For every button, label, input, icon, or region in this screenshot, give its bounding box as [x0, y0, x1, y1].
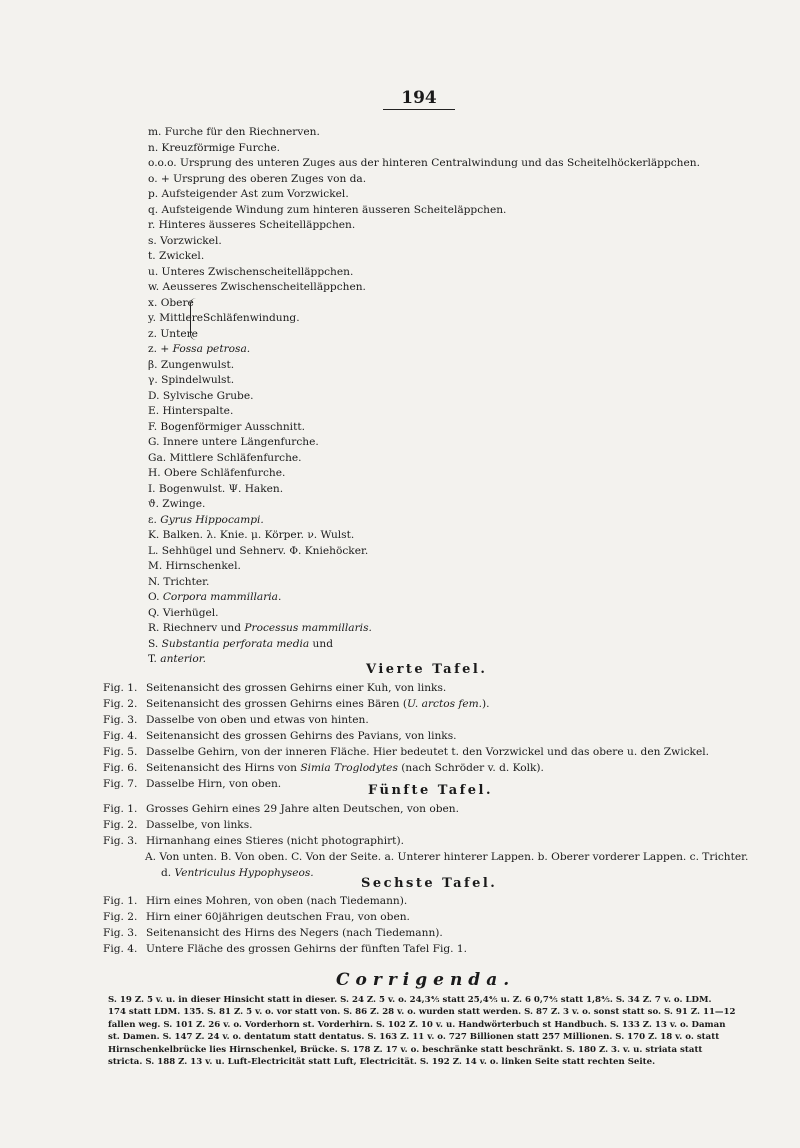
legend-item: ε. Gyrus Hippocampi.	[148, 513, 264, 526]
figure-subentry: A. Von unten. B. Von oben. C. Von der Seite. a. Unterer hinterer Lappen. b. Oberer vorderer Lappen. c. Trichter.	[145, 851, 749, 863]
legend-item: Q. Vierhügel.	[148, 606, 219, 619]
legend-item: m. Furche für den Riechnerven.	[148, 126, 320, 138]
figure-entry: Fig. 4. Seitenansicht des grossen Gehirns des Pavians, von links.	[103, 730, 457, 742]
legend-item: s. Vorzwickel.	[148, 234, 222, 247]
legend-item: H. Obere Schläfenfurche.	[148, 467, 286, 479]
figure-entry: Fig. 3. Seitenansicht des Hirns des Negers (nach Tiedemann).	[103, 927, 443, 939]
legend-item: z. + Fossa petrosa.	[148, 343, 251, 355]
section-heading-vierte: Vierte Tafel.	[366, 662, 488, 677]
corrigenda-line: 174 statt LDM. 135. S. 81 Z. 5 v. o. vor statt von. S. 86 Z. 28 v. o. wurden statt werden. S. 87 Z. 3 v. o. sonst statt so. S. 91 Z. 11—12	[108, 1007, 736, 1018]
section-heading-sechste: Sechste Tafel.	[361, 876, 498, 891]
legend-item: z. Untere	[148, 327, 198, 340]
legend-item: R. Riechnerv und Processus mammillaris.	[148, 622, 372, 634]
figure-entry: Fig. 1. Seitenansicht des grossen Gehirns einer Kuh, von links.	[103, 682, 447, 694]
legend-item: N. Trichter.	[148, 575, 210, 588]
figure-entry: Fig. 6. Seitenansicht des Hirns von Simia Troglodytes (nach Schröder v. d. Kolk).	[103, 762, 544, 774]
legend-item: Ga. Mittlere Schläfenfurche.	[148, 451, 302, 464]
corrigenda-title: Corrigenda.	[336, 970, 516, 990]
page-number: 194	[383, 88, 455, 110]
figure-list-vierte	[103, 680, 783, 792]
bracket-label: Schläfenwindung.	[203, 311, 300, 324]
corrigenda-line: st. Damen. S. 147 Z. 24 v. o. dentatum statt dentatus. S. 163 Z. 11 v. o. 727 Billionen statt 257 Millionen. S. 170 Z. 18 v. o. statt	[108, 1032, 720, 1043]
legend-item: u. Unteres Zwischenscheitelläppchen.	[148, 265, 354, 278]
figure-entry: Fig. 3. Hirnanhang eines Stieres (nicht photographirt).	[103, 835, 404, 847]
corrigenda-line: S. 19 Z. 5 v. u. in dieser Hinsicht statt in dieser. S. 24 Z. 5 v. o. 24,3⅘ statt 25,4⅘ u. Z. 6 0,7⅘ statt 1,8⅘. S. 34 Z. 7 v. o. LDM.	[108, 995, 712, 1005]
legend-item: y. Mittlere	[148, 312, 204, 324]
figure-entry: Fig. 2. Seitenansicht des grossen Gehirns eines Bären (U. arctos fem.).	[103, 698, 490, 710]
legend-item: β. Zungenwulst.	[148, 358, 235, 371]
legend-item: q. Aufsteigende Windung zum hinteren äusseren Scheiteläppchen.	[148, 203, 507, 216]
section-heading-fuenfte: Fünfte Tafel.	[368, 783, 493, 798]
figure-entry: Fig. 5. Dasselbe Gehirn, von der inneren Fläche. Hier bedeutet t. den Vorzwickel und das obere u. den Zwickel.	[103, 746, 709, 758]
figure-entry: Fig. 2. Hirn einer 60jährigen deutschen Frau, von oben.	[103, 911, 410, 923]
legend-item: ϑ. Zwinge.	[148, 498, 206, 510]
legend-item: K. Balken. λ. Knie. μ. Körper. ν. Wulst.	[148, 529, 355, 541]
legend-item: o. + Ursprung des oberen Zuges von da.	[148, 172, 367, 185]
corrigenda-text	[108, 994, 784, 1068]
figure-entry: Fig. 7. Dasselbe Hirn, von oben.	[103, 778, 282, 790]
figure-list-sechste	[103, 893, 783, 957]
corrigenda-line: stricta. S. 188 Z. 13 v. u. Luft-Electricität statt Luft, Electricität. S. 192 Z. 14 v. o. linken Seite statt rechten Seite.	[108, 1057, 656, 1068]
legend-item: n. Kreuzförmige Furche.	[148, 141, 281, 154]
legend-item: t. Zwickel.	[148, 250, 205, 262]
legend-item: I. Bogenwulst. Ψ. Haken.	[148, 482, 284, 495]
legend-item: F. Bogenförmiger Ausschnitt.	[148, 420, 305, 433]
figure-entry: Fig. 1. Hirn eines Mohren, von oben (nach Tiedemann).	[103, 895, 408, 907]
corrigenda-line: Hirnschenkelbrücke lies Hirnschenkel, Brücke. S. 178 Z. 17 v. o. beschränke statt beschränkt. S. 180 Z. 3. v. u. striata statt	[108, 1044, 703, 1055]
legend-item: D. Sylvische Grube.	[148, 389, 254, 402]
legend-item: G. Innere untere Längenfurche.	[148, 436, 319, 448]
legend-item: O. Corpora mammillaria.	[148, 591, 282, 603]
figure-subentry: d. Ventriculus Hypophyseos.	[161, 867, 314, 879]
legend-item: p. Aufsteigender Ast zum Vorzwickel.	[148, 188, 349, 200]
figure-legend	[148, 125, 700, 668]
legend-item: x. Obere	[148, 296, 194, 309]
legend-item: S. Substantia perforata media und	[148, 637, 333, 650]
legend-item: M. Hirnschenkel.	[148, 560, 241, 572]
figure-list-fuenfte	[103, 801, 783, 881]
legend-item: r. Hinteres äusseres Scheitelläppchen.	[148, 219, 356, 231]
curly-bracket	[190, 298, 197, 340]
legend-item: γ. Spindelwulst.	[148, 374, 235, 386]
figure-entry: Fig. 4. Untere Fläche des grossen Gehirns der fünften Tafel Fig. 1.	[103, 943, 468, 955]
legend-item: L. Sehhügel und Sehnerv. Φ. Kniehöcker.	[148, 544, 369, 557]
legend-item: E. Hinterspalte.	[148, 405, 234, 417]
legend-item: w. Aeusseres Zwischenscheitelläppchen.	[148, 281, 366, 293]
figure-entry: Fig. 2. Dasselbe, von links.	[103, 819, 253, 831]
legend-item: o.o.o. Ursprung des unteren Zuges aus der hinteren Centralwindung und das Scheitelhöckerläppchen.	[148, 157, 700, 169]
figure-entry: Fig. 3. Dasselbe von oben und etwas von hinten.	[103, 714, 369, 726]
legend-item: T. anterior.	[148, 653, 207, 665]
temporal-gyrus-group	[148, 296, 668, 343]
figure-entry: Fig. 1. Grosses Gehirn eines 29 Jahre alten Deutschen, von oben.	[103, 803, 459, 815]
corrigenda-line: fallen weg. S. 101 Z. 26 v. o. Vorderhorn st. Vorderhirn. S. 102 Z. 10 v. u. Handwörterbuch st Handbuch. S. 133 Z. 13 v. o. Daman	[108, 1019, 726, 1030]
